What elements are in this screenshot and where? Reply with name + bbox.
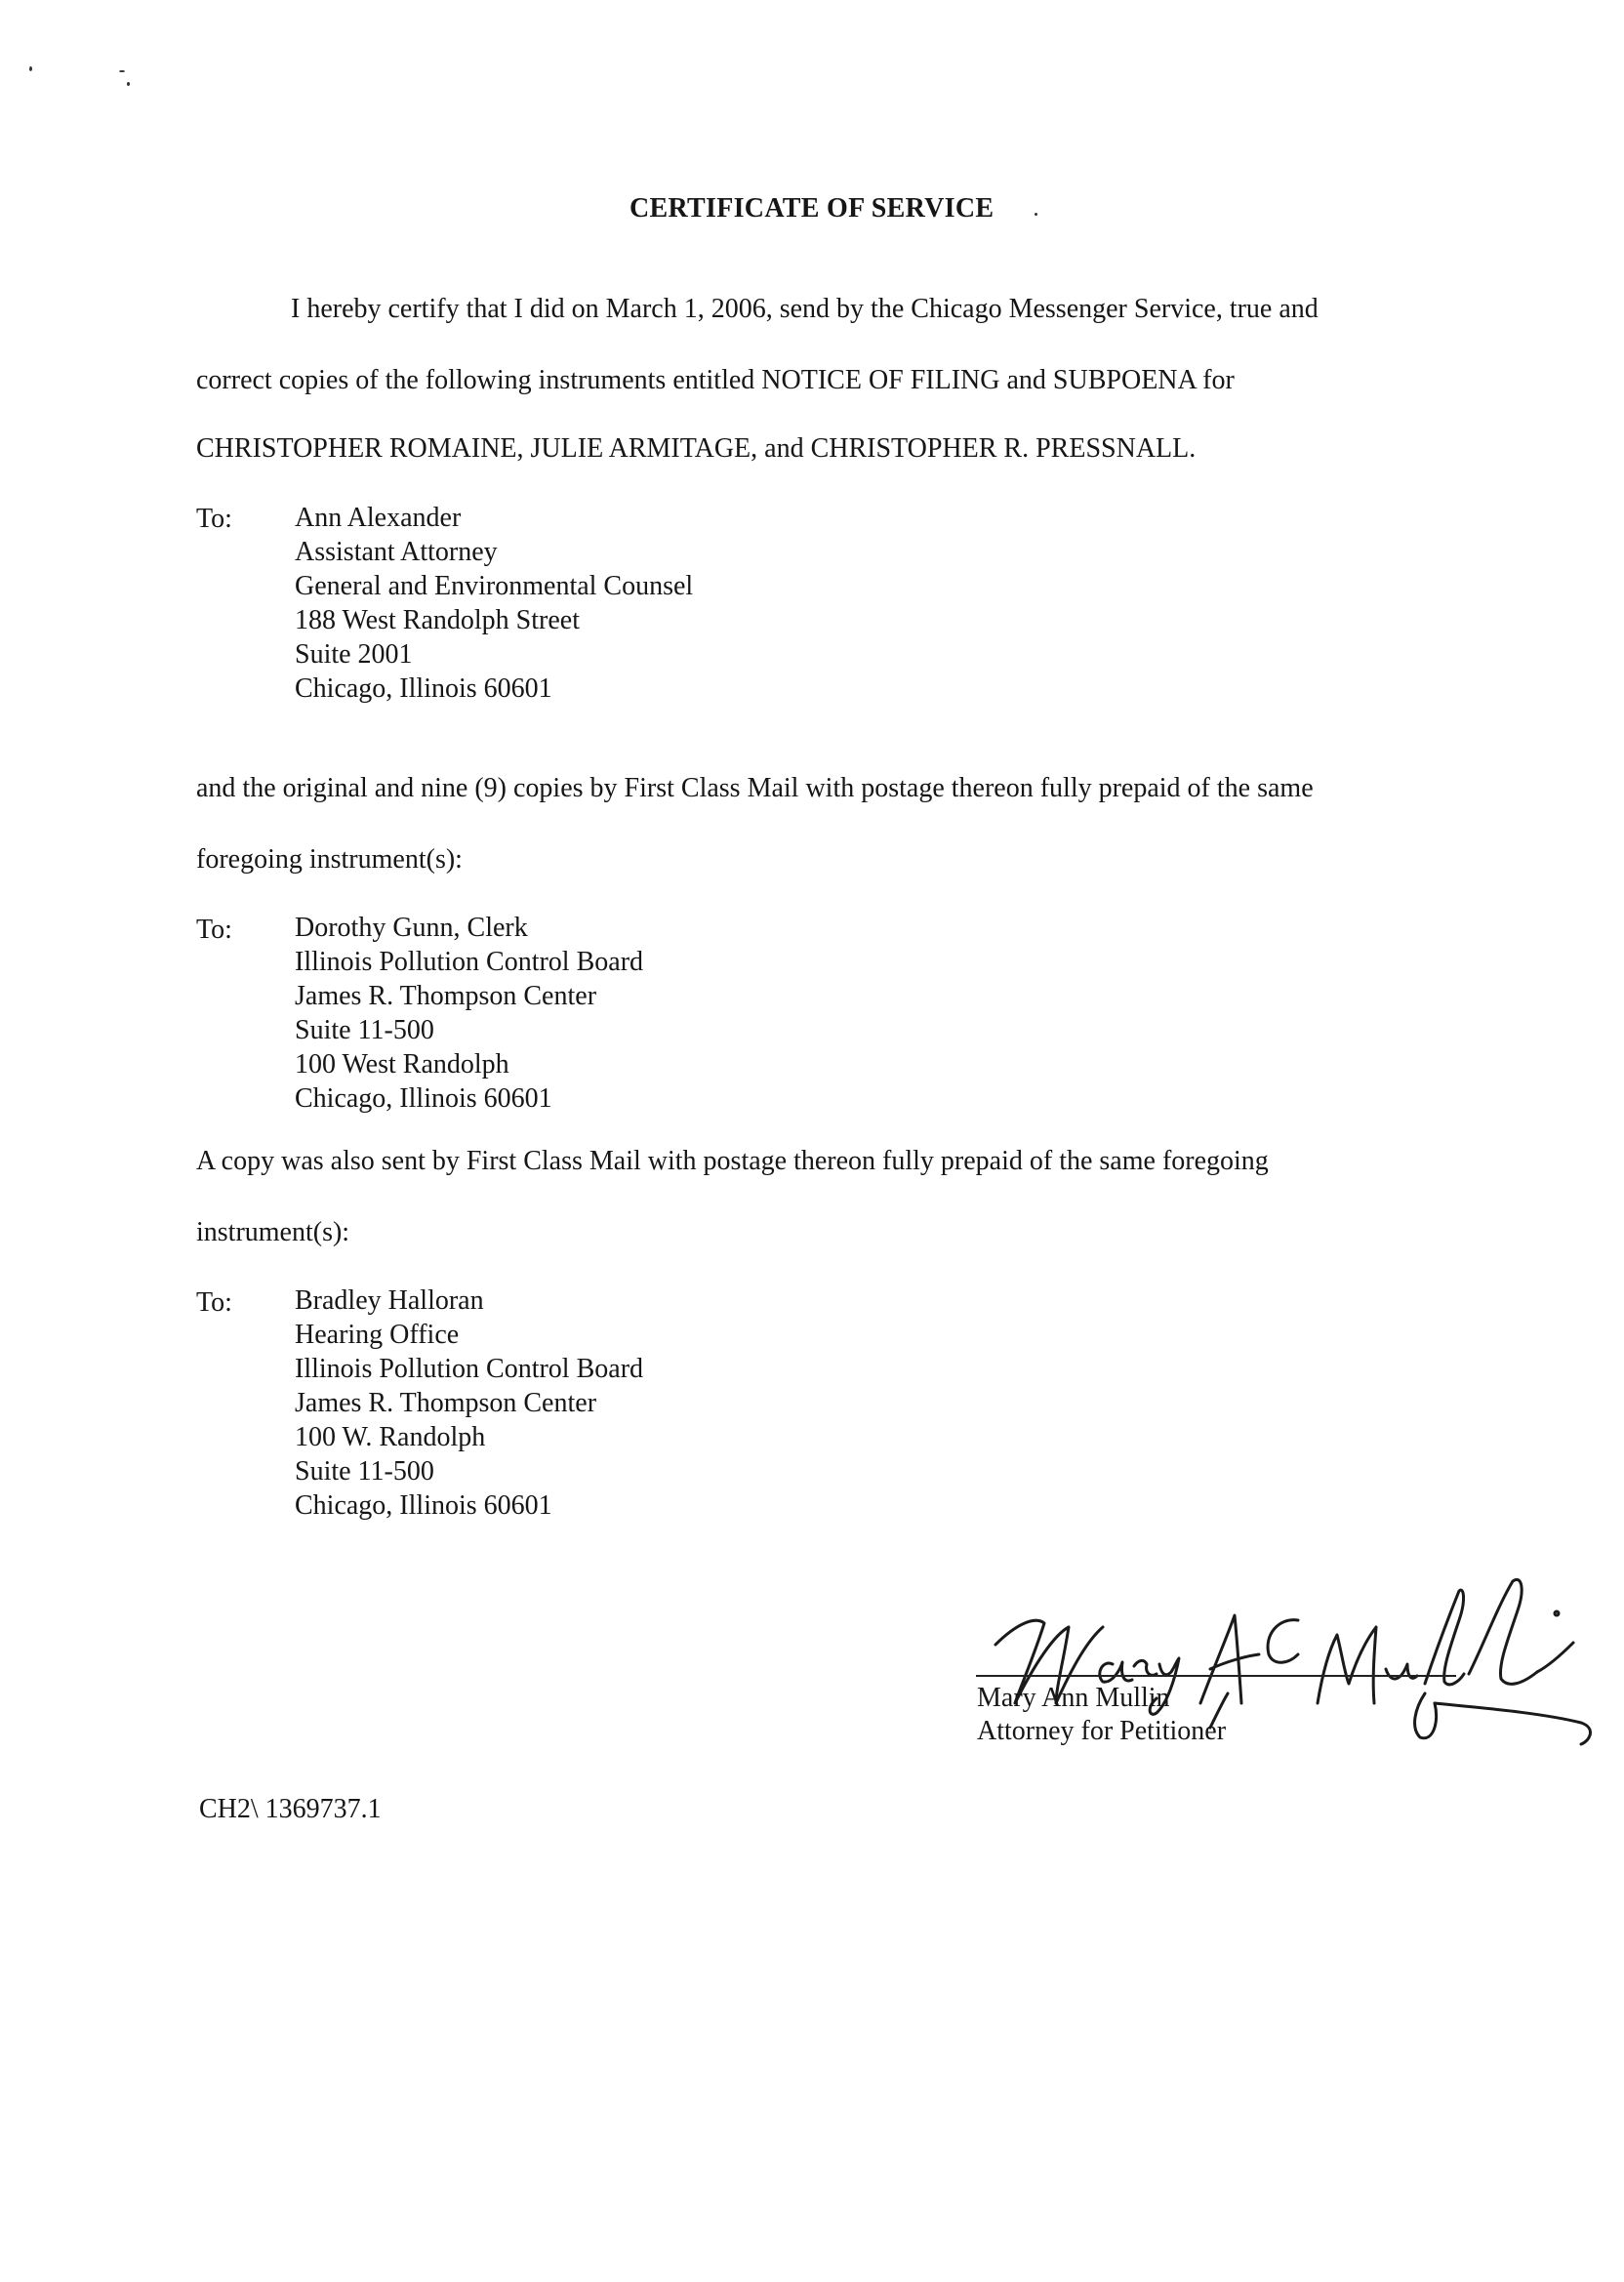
recipient2-building: James R. Thompson Center	[295, 981, 597, 1011]
recipient2-org: Illinois Pollution Control Board	[295, 947, 644, 977]
document-title: CERTIFICATE OF SERVICE	[629, 193, 995, 224]
paragraph2-line1: and the original and nine (9) copies by First Class Mail with postage thereon fully prepaid of the same	[196, 773, 1314, 803]
scan-speck	[29, 66, 32, 71]
recipient1-title: Assistant Attorney	[295, 537, 498, 567]
recipient3-address	[295, 1284, 643, 1523]
paragraph2-line2: foregoing instrument(s):	[196, 844, 463, 875]
recipient1-street: 188 West Randolph Street	[295, 605, 580, 635]
recipient2-street: 100 West Randolph	[295, 1049, 509, 1080]
recipient3-org: Illinois Pollution Control Board	[295, 1354, 644, 1384]
recipient1-address	[295, 501, 693, 706]
recipient2-address	[295, 911, 643, 1116]
recipient3-to-label: To:	[196, 1287, 232, 1318]
recipient3-suite: Suite 11-500	[295, 1456, 434, 1487]
recipient3-name: Bradley Halloran	[295, 1285, 484, 1316]
recipient1-name: Ann Alexander	[295, 503, 462, 533]
recipient2-city: Chicago, Illinois 60601	[295, 1083, 552, 1114]
scan-speck	[1035, 213, 1037, 216]
paragraph3-line2: instrument(s):	[196, 1217, 350, 1247]
paragraph3-line1: A copy was also sent by First Class Mail with postage thereon fully prepaid of the same foregoing	[196, 1146, 1269, 1176]
paragraph1-line1: I hereby certify that I did on March 1, 2006, send by the Chicago Messenger Service, true and	[291, 294, 1319, 324]
recipient2-to-label: To:	[196, 915, 232, 945]
recipient3-city: Chicago, Illinois 60601	[295, 1490, 552, 1521]
recipient1-suite: Suite 2001	[295, 639, 413, 670]
document-id: CH2\ 1369737.1	[199, 1794, 382, 1824]
signature-line	[976, 1675, 1456, 1677]
paragraph1-line2: correct copies of the following instruments entitled NOTICE OF FILING and SUBPOENA for	[196, 365, 1235, 395]
signatory-role: Attorney for Petitioner	[977, 1716, 1227, 1746]
recipient3-street: 100 W. Randolph	[295, 1422, 486, 1452]
paragraph1-line3: CHRISTOPHER ROMAINE, JULIE ARMITAGE, and CHRISTOPHER R. PRESSNALL.	[196, 433, 1197, 464]
scan-speck	[119, 70, 125, 72]
recipient3-office: Hearing Office	[295, 1320, 460, 1350]
scan-speck	[127, 82, 130, 86]
recipient1-org: General and Environmental Counsel	[295, 571, 694, 601]
recipient1-city: Chicago, Illinois 60601	[295, 673, 552, 704]
recipient2-name: Dorothy Gunn, Clerk	[295, 913, 528, 943]
recipient1-to-label: To:	[196, 504, 232, 534]
signatory-name: Mary Ann Mullin	[977, 1683, 1170, 1713]
recipient2-suite: Suite 11-500	[295, 1015, 434, 1045]
recipient3-building: James R. Thompson Center	[295, 1388, 597, 1418]
